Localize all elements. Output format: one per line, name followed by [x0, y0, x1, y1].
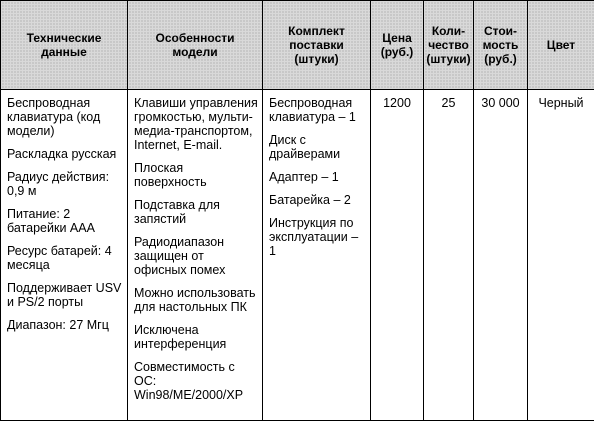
- header-price-line-1: Цена: [382, 31, 412, 45]
- header-quantity: [424, 1, 474, 90]
- kit-item: Диск с драйверами: [269, 133, 341, 161]
- feature-item: Можно использовать для настольных ПК: [134, 286, 256, 314]
- feature-item: Совместимость с ОС: Win98/ME/2000/XP: [134, 360, 244, 402]
- color-value: Черный: [538, 96, 584, 110]
- table-row: [1, 90, 594, 421]
- kit-item: Батарейка – 2: [269, 193, 351, 207]
- tech-spec-item: Беспроводная клавиатура (код модели): [7, 96, 101, 138]
- tech-spec-item: Питание: 2 батарейки AAA: [7, 207, 95, 235]
- header-features-line-1: Особенности: [155, 31, 235, 45]
- header-tech-line-2: данные: [41, 45, 87, 59]
- cell-delivery-kit: [263, 90, 371, 421]
- header-tech-line-1: Технические: [26, 31, 102, 45]
- header-cost-line-3: (руб.): [484, 52, 517, 66]
- cell-cost: [474, 90, 528, 421]
- header-tech-specs: [1, 1, 128, 90]
- cell-color: [528, 90, 594, 421]
- header-kit-line-1: Комплект: [288, 24, 345, 38]
- header-qty-line-2: чество: [428, 38, 469, 52]
- price-value: 1200: [383, 96, 411, 110]
- cost-value: 30 000: [481, 96, 520, 110]
- header-kit-line-2: поставки: [289, 38, 344, 52]
- table-header-row: [1, 1, 594, 90]
- kit-item: Беспроводная клавиатура – 1: [269, 96, 356, 124]
- feature-item: Плоская поверхность: [134, 161, 207, 189]
- cell-quantity: [424, 90, 474, 421]
- header-color-line-1: Цвет: [546, 38, 576, 52]
- feature-item: Клавиши управления громкостью, мульти-медиа-транспортом, Internet, E-mail.: [134, 96, 258, 152]
- header-cost-line-2: мость: [482, 38, 519, 52]
- kit-item: Инструкция по эксплуатации – 1: [269, 216, 359, 258]
- tech-spec-item: Диапазон: 27 Мгц: [7, 318, 109, 332]
- header-model-features: [128, 1, 263, 90]
- header-qty-line-3: (штуки): [426, 52, 471, 66]
- header-qty-line-1: Коли-: [431, 24, 466, 38]
- cell-model-features: [128, 90, 263, 421]
- tech-spec-item: Раскладка русская: [7, 147, 117, 161]
- tech-spec-item: Радиус действия: 0,9 м: [7, 170, 110, 198]
- header-price: [371, 1, 424, 90]
- tech-spec-item: Ресурс батарей: 4 месяца: [7, 244, 112, 272]
- header-cost: [474, 1, 528, 90]
- header-features-line-2: модели: [172, 45, 218, 59]
- quantity-value: 25: [441, 96, 456, 110]
- header-price-line-2: (руб.): [380, 45, 414, 59]
- feature-item: Радиодиапазон защищен от офисных помех: [134, 235, 226, 277]
- header-kit-line-3: (штуки): [294, 52, 339, 66]
- header-delivery-kit: [263, 1, 371, 90]
- feature-item: Исключена интерференция: [134, 323, 227, 351]
- cell-tech-specs: [1, 90, 128, 421]
- header-cost-line-1: Стои-: [483, 24, 518, 38]
- feature-item: Подставка для запястий: [134, 198, 220, 226]
- tech-spec-item: Поддерживает USV и PS/2 порты: [7, 281, 122, 309]
- kit-item: Адаптер – 1: [269, 170, 339, 184]
- header-color: [528, 1, 594, 90]
- cell-price: [371, 90, 424, 421]
